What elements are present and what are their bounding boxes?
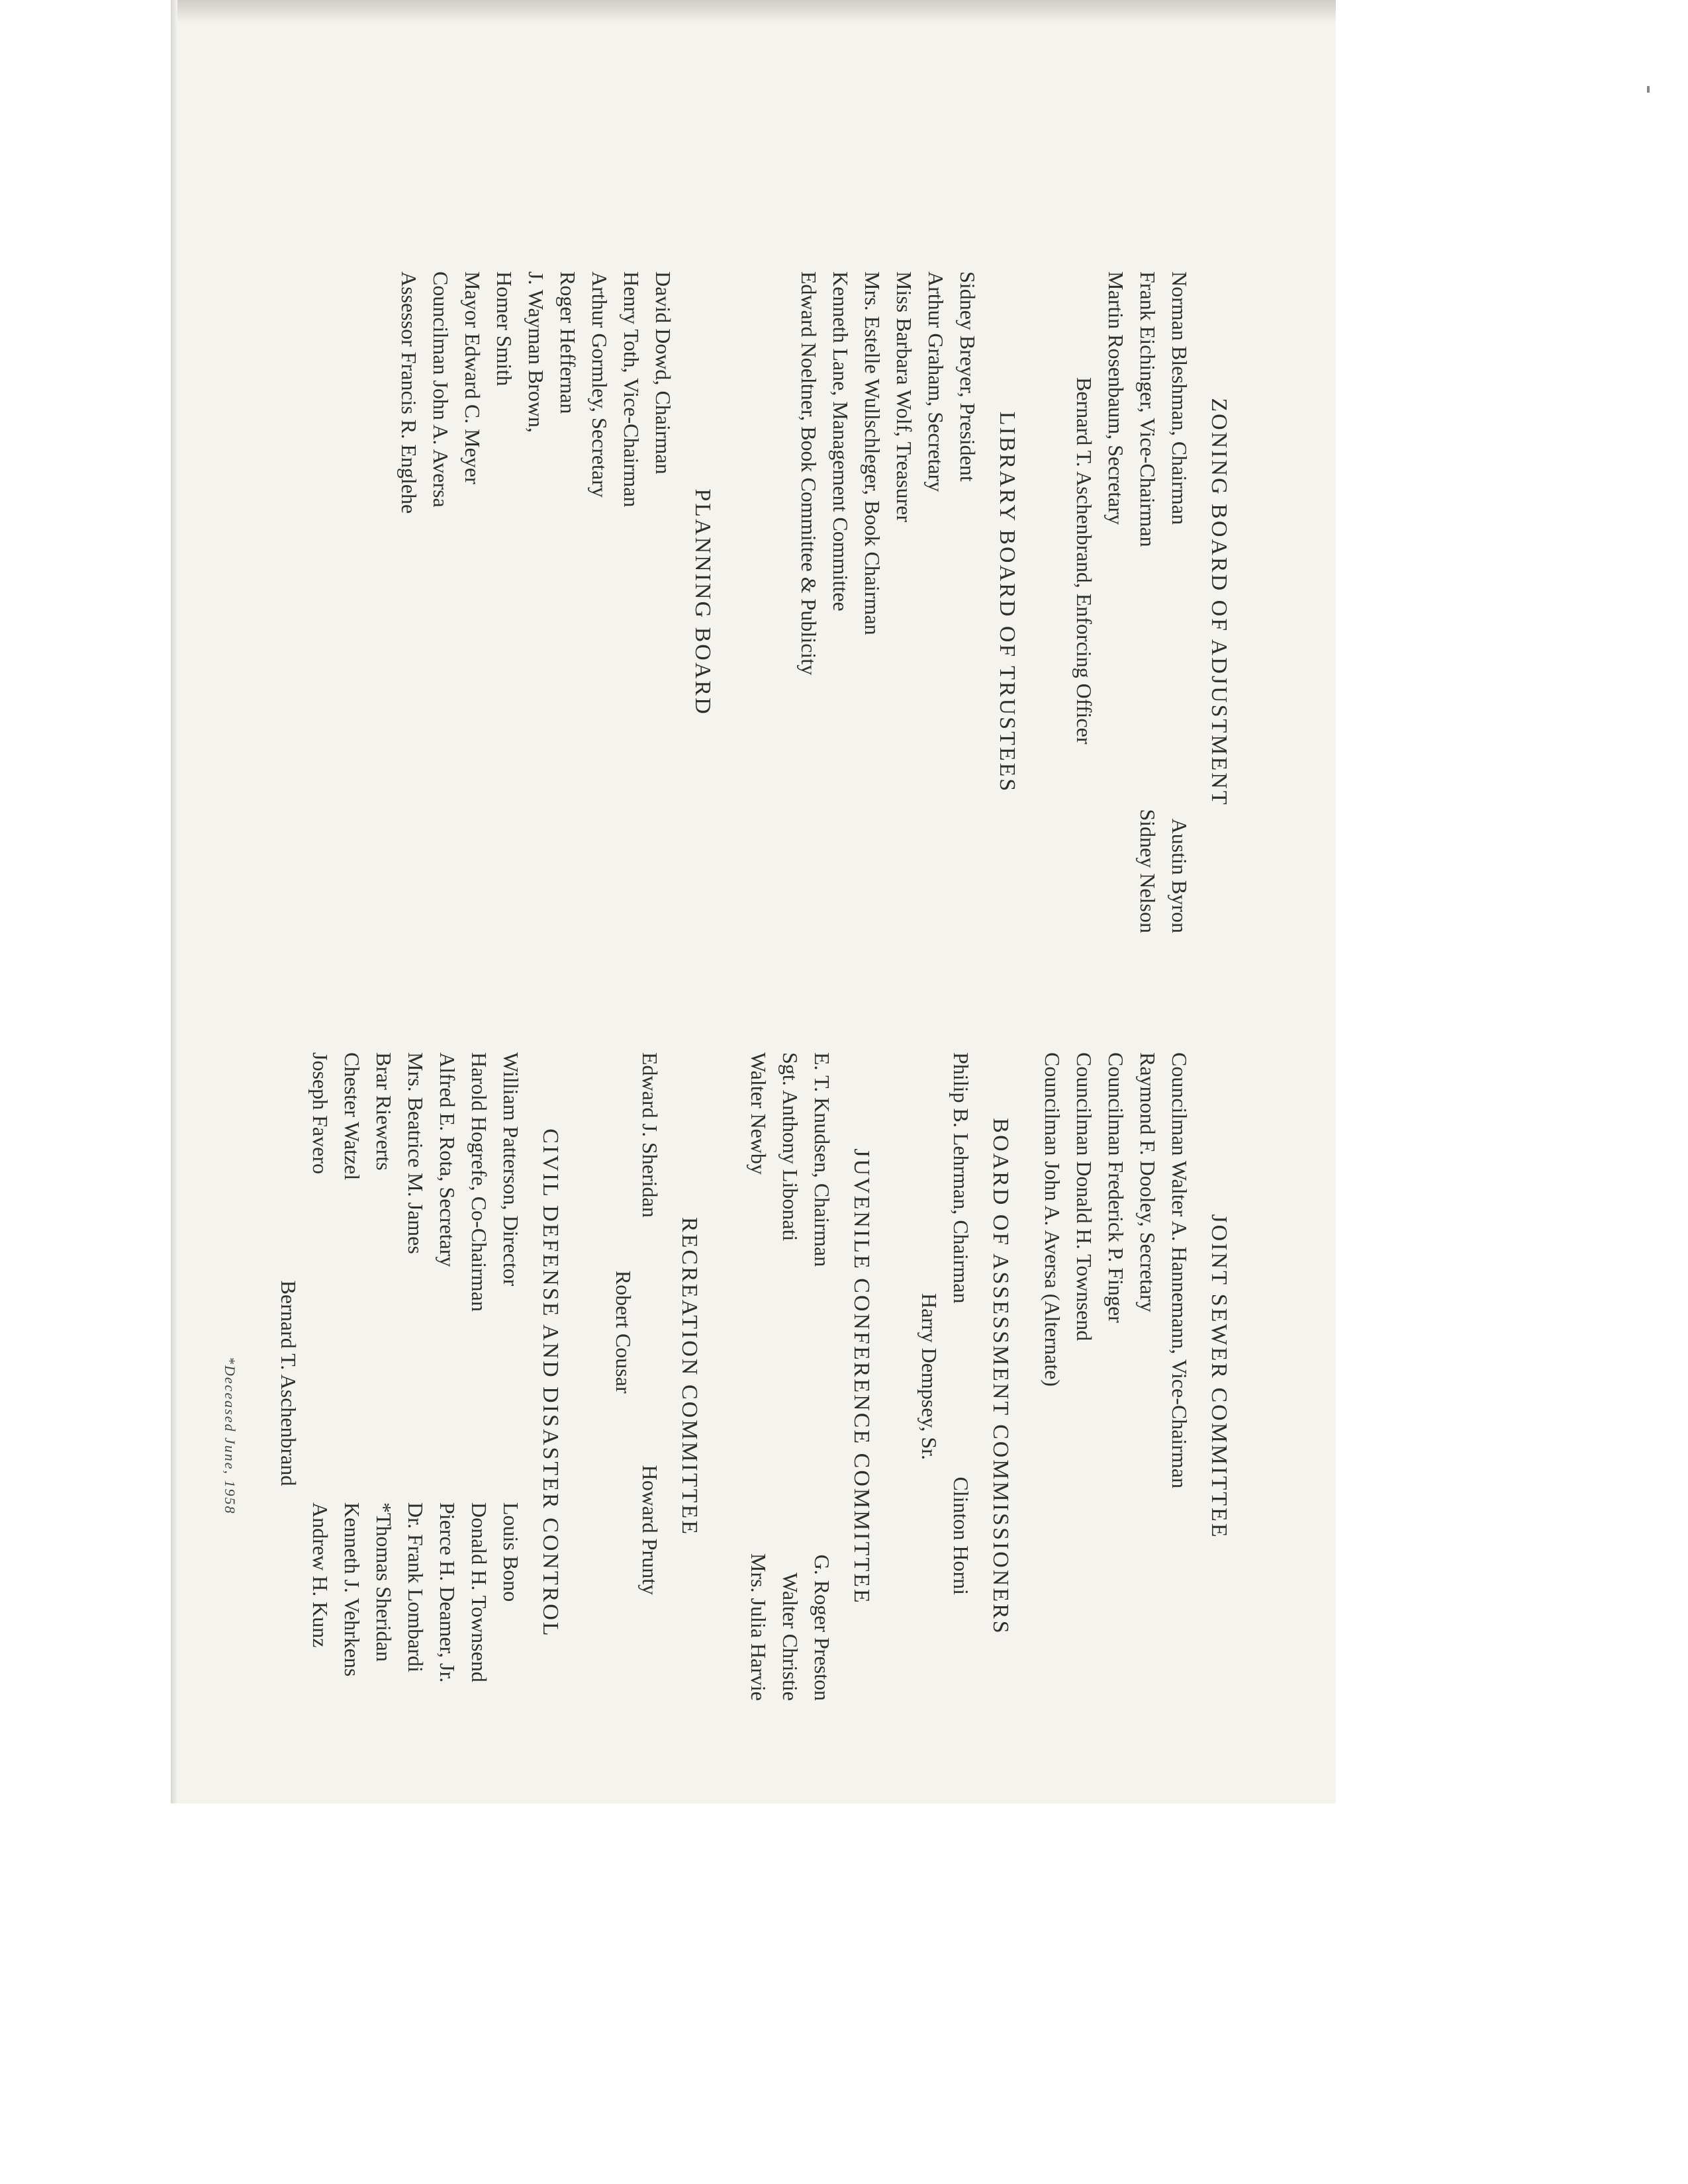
member-name: Dr. Frank Lombardi (404, 1502, 428, 1672)
civil-row (336, 1052, 368, 1714)
civil-center: Bernard T. Aschenbrand (277, 1280, 301, 1486)
member-name: Mrs. Beatrice M. James (404, 1052, 428, 1254)
member-name: *Thomas Sheridan (372, 1502, 396, 1662)
page-top-shadow (171, 0, 1336, 24)
directory-content (146, 271, 1231, 1754)
member-name: Sgt. Anthony Libonati (778, 1052, 802, 1242)
member-name: Philip B. Lehrman, Chairman (949, 1052, 973, 1304)
list-item: J. Wayman Brown, (524, 271, 548, 433)
recreation-committee-section (608, 1052, 702, 1701)
member-name: G. Roger Preston (810, 1554, 834, 1701)
list-item: Roger Heffernan (556, 271, 580, 414)
planning-board-title: PLANNING BOARD (690, 488, 715, 716)
member-name: Brar Riewerts (372, 1052, 396, 1171)
list-item: Councilman Donald H. Townsend (1072, 1052, 1096, 1342)
civil-defense-section (273, 1052, 563, 1714)
list-item: Raymond F. Dooley, Secretary (1136, 1052, 1160, 1312)
recreation-row (608, 1052, 666, 1701)
list-item: Edward Noeltner, Book Committee & Publicity (797, 271, 821, 676)
juvenile-committee-section (743, 1052, 874, 1701)
civil-row (463, 1052, 495, 1714)
list-item: Mayor Edward C. Meyer (461, 271, 485, 484)
member-name: Chester Watzel (340, 1052, 364, 1181)
civil-row (495, 1052, 527, 1714)
member-name: Clinton Horni (949, 1477, 973, 1595)
member-name: Pierce H. Deamer, Jr. (436, 1502, 459, 1683)
member-name: Donald H. Townsend (467, 1502, 491, 1682)
zoning-board-title: ZONING BOARD OF ADJUSTMENT (1207, 398, 1231, 807)
member-name: Kenneth J. Vehrkens (340, 1502, 364, 1677)
juvenile-committee-title: JUVENILE CONFERENCE COMMITTEE (849, 1148, 874, 1605)
juvenile-row (743, 1052, 774, 1701)
list-item: Henry Toth, Vice-Chairman (620, 271, 643, 508)
member-name: Harold Hogrefe, Co-Chairman (467, 1052, 491, 1312)
civil-defense-title: CIVIL DEFENSE AND DISASTER CONTROL (538, 1128, 563, 1638)
dust-speck (1647, 86, 1650, 93)
zoning-row (1100, 271, 1132, 933)
list-item: Arthur Gormley, Secretary (588, 271, 612, 498)
list-item: Sidney Breyer, President (956, 271, 980, 482)
list-item: Mrs. Estelle Wullschleger, Book Chairman (861, 271, 884, 635)
member-name: Norman Bleshman, Chairman (1168, 271, 1192, 525)
list-item: Homer Smith (492, 271, 516, 387)
planning-board-section (393, 271, 715, 933)
member-name: William Patterson, Director (499, 1052, 523, 1287)
list-item: Kenneth Lane, Management Committee (829, 271, 853, 612)
member-name: Austin Byron (1168, 818, 1192, 933)
member-name: E. T. Knudsen, Chairman (810, 1052, 834, 1267)
list-item: David Dowd, Chairman (651, 271, 675, 475)
joint-sewer-title: JOINT SEWER COMMITTEE (1207, 1214, 1231, 1539)
list-item: Arthur Graham, Secretary (924, 271, 948, 492)
member-name: Louis Bono (499, 1502, 523, 1602)
list-item: Councilman Walter A. Hannemann, Vice-Chairman (1168, 1052, 1192, 1489)
list-item: Councilman John A. Aversa (429, 271, 453, 508)
member-name: Andrew H. Kunz (308, 1502, 332, 1648)
zoning-row (1164, 271, 1196, 933)
zoning-board-section (1068, 271, 1231, 933)
library-board-section (793, 271, 1019, 933)
deceased-footnote: *Deceased June, 1958 (222, 1357, 238, 1515)
juvenile-row (774, 1052, 806, 1701)
zoning-row (1132, 271, 1164, 933)
civil-row (432, 1052, 463, 1714)
assessment-row (945, 1052, 977, 1701)
list-item: Assessor Francis R. Englehe (397, 271, 421, 514)
list-item: Miss Barbara Wolf, Treasurer (892, 271, 916, 522)
assessment-board-title: BOARD OF ASSESSMENT COMMISSIONERS (988, 1118, 1013, 1635)
civil-row (368, 1052, 400, 1714)
member-name: Martin Rosenbaum, Secretary (1104, 271, 1128, 525)
member-name: Walter Newby (747, 1052, 771, 1175)
member-name: Mrs. Julia Harvie (747, 1553, 771, 1701)
member-name: Joseph Favero (308, 1052, 332, 1174)
member-name: Edward J. Sheridan (638, 1052, 662, 1218)
civil-row (400, 1052, 432, 1714)
recreation-committee-title: RECREATION COMMITTEE (677, 1216, 702, 1537)
assessment-center: Harry Dempsey, Sr. (917, 1293, 941, 1461)
member-name: Alfred E. Rota, Secretary (436, 1052, 459, 1267)
zoning-officer: Bernard T. Aschenbrand, Enforcing Officer (1072, 377, 1096, 745)
member-name: Robert Cousar (612, 1270, 635, 1394)
member-name: Walter Christie (778, 1572, 802, 1701)
joint-sewer-section (1037, 1052, 1231, 1701)
juvenile-row (806, 1052, 838, 1701)
civil-row (305, 1052, 336, 1714)
member-name: Sidney Nelson (1136, 809, 1160, 933)
member-name: Frank Eichinger, Vice-Chairman (1136, 271, 1160, 547)
member-name: Howard Prunty (638, 1465, 662, 1595)
assessment-board-section (914, 1052, 1013, 1701)
list-item: Councilman John A. Aversa (Alternate) (1041, 1052, 1064, 1387)
list-item: Councilman Frederick P. Finger (1104, 1052, 1128, 1323)
library-board-title: LIBRARY BOARD OF TRUSTEES (995, 411, 1019, 794)
